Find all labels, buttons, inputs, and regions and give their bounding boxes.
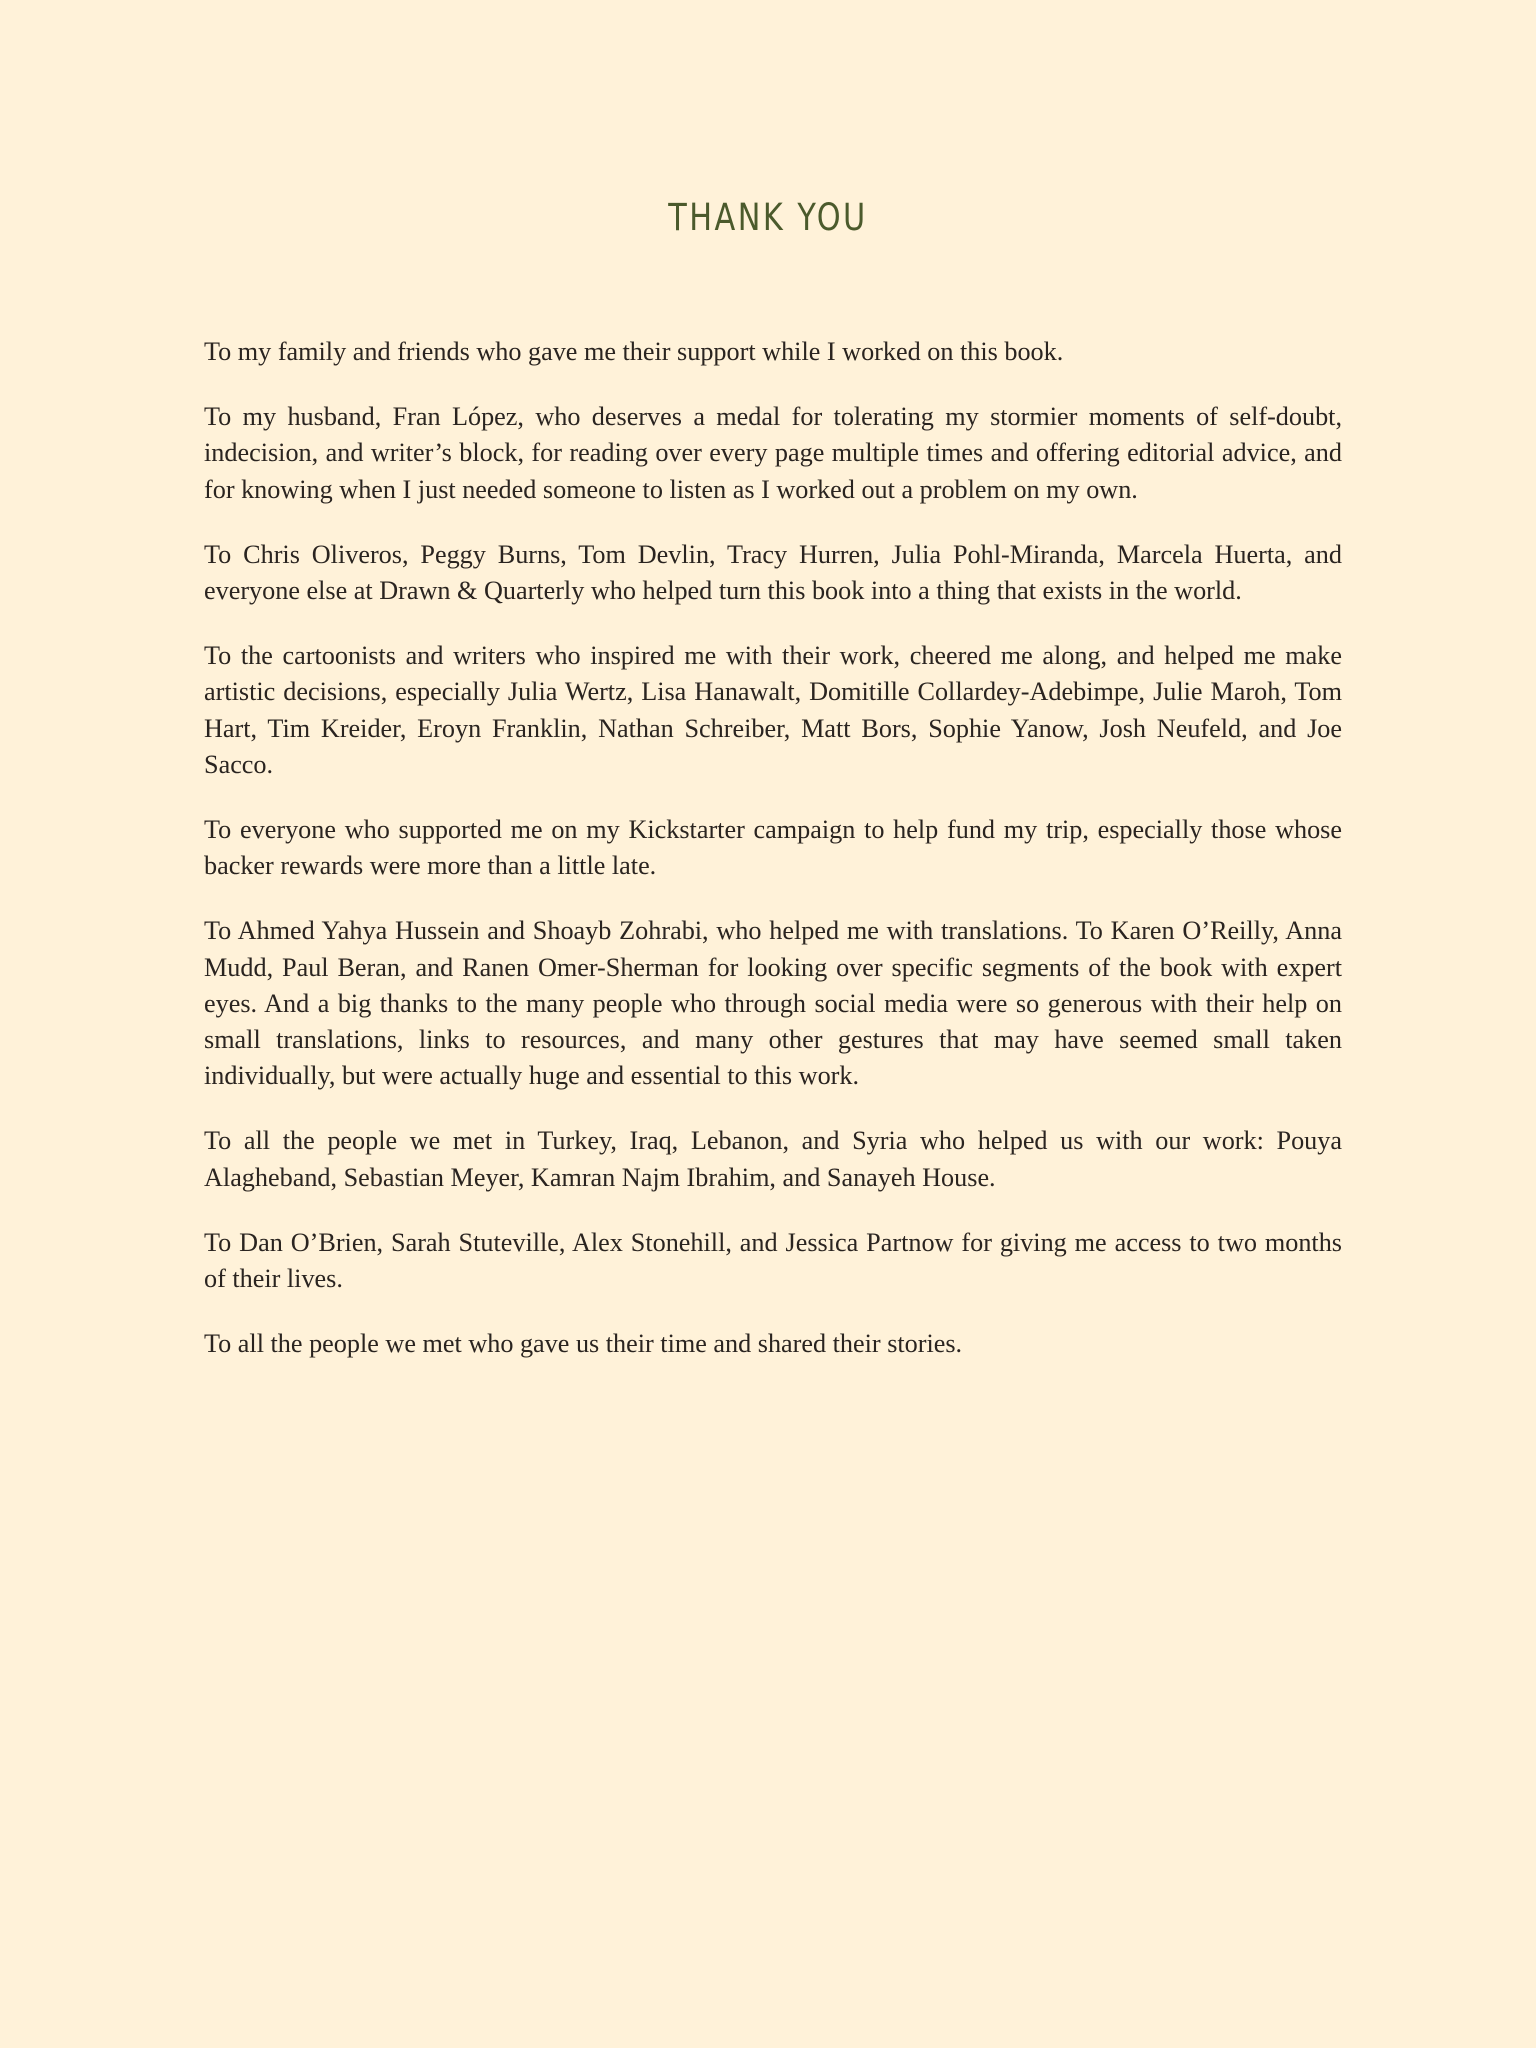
paragraph-storytellers: To all the people we met who gave us their time and shared their stories. — [204, 1329, 963, 1359]
paragraph-cartoonists: To the cartoonists and writers who inspired me with their work, cheered me along, and helped me make artistic decisions, especially Julia Wertz, Lisa Hanawalt, Domitille Collardey-Adebimpe, Julie Maroh, Tom Hart, Tim Kreider, Eroyn Franklin, Nathan Schreiber, Matt Bors, Sophie Yanow, Josh Neufeld, and Joe Sacco. — [204, 641, 1342, 779]
page-title: THANK YOU — [668, 196, 868, 239]
paragraph-kickstarter: To everyone who supported me on my Kickstarter campaign to help fund my trip, especially those whose backer rewards were more than a little late. — [204, 815, 1342, 881]
paragraph-colleagues: To Dan O’Brien, Sarah Stuteville, Alex Stonehill, and Jessica Partnow for giving me access to two months of their lives. — [204, 1227, 1342, 1294]
paragraph-translators: To Ahmed Yahya Hussein and Shoayb Zohrabi, who helped me with translations. To Karen O’Reilly, Anna Mudd, Paul Beran, and Ranen Omer-Sherman for looking over specific segments of the book with expert eyes. And a big thanks to the many people who through social media were so generous with their help on small translations, links to resources, and many other gestures that may have seemed small taken individually, but were actually huge and essential to this work. — [204, 916, 1342, 1091]
paragraph-people-met-region: To all the people we met in Turkey, Iraq, Lebanon, and Syria who helped us with our work: Pouya Alagheband, Sebastian Meyer, Kamran Najm Ibrahim, and Sanayeh House. — [204, 1126, 1342, 1192]
paragraph-publisher: To Chris Oliveros, Peggy Burns, Tom Devlin, Tracy Hurren, Julia Pohl-Miranda, Marcela Huerta, and everyone else at Drawn & Quarterly who helped turn this book into a thing that exists in the world. — [204, 539, 1342, 606]
paragraph-husband: To my husband, Fran López, who deserves a medal for tolerating my stormier moments of self-doubt, indecision, and writer’s block, for reading over every page multiple times and offering editorial advice, and for knowing when I just needed someone to listen as I worked out a problem on my own. — [204, 402, 1342, 504]
acknowledgments-body — [204, 334, 1342, 1391]
paragraph-family-friends: To my family and friends who gave me their support while I worked on this book. — [204, 337, 1064, 366]
